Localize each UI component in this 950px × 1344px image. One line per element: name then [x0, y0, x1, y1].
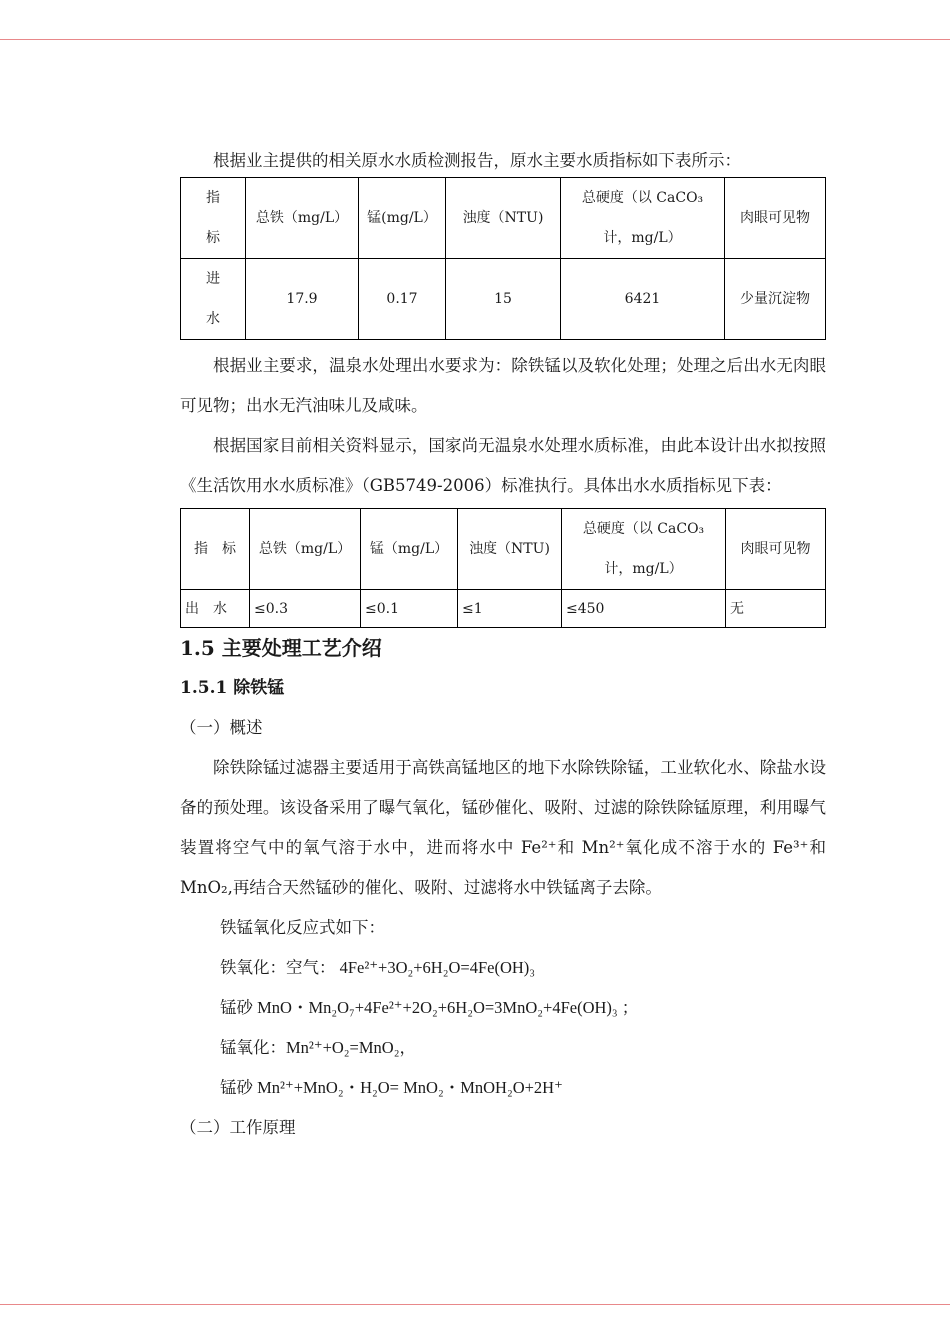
- table1-cell: 6421: [561, 259, 725, 340]
- overview-label: （一）概述: [180, 718, 263, 737]
- table1-col-visible: 肉眼可见物: [725, 178, 826, 259]
- table1-index-header: 指 标: [181, 178, 246, 259]
- table1-cell: 15: [446, 259, 561, 340]
- raw-water-table: [180, 177, 826, 340]
- principle-label: （二）工作原理: [180, 1118, 296, 1137]
- effluent-table: [180, 508, 826, 628]
- table2-col-hardness: 总硬度（以 CaCO₃ 计，mg/L）: [562, 509, 726, 590]
- table2-cell: ≤0.3: [250, 590, 361, 628]
- intro-paragraph: 根据业主提供的相关原水水质检测报告，原水主要水质指标如下表所示：: [213, 151, 741, 170]
- table2-cell: ≤0.1: [361, 590, 458, 628]
- table1-col-turbidity: 浊度（NTU): [446, 178, 561, 259]
- table1-col-iron: 总铁（mg/L）: [246, 178, 359, 259]
- table2-col-mn: 锰（mg/L）: [361, 509, 458, 590]
- table2-col-turbidity: 浊度（NTU): [458, 509, 562, 590]
- overview-paragraph: 除铁除锰过滤器主要适用于高铁高锰地区的地下水除铁除锰，工业软化水、除盐水设备的预处理。该设备采用了曝气氧化，锰砂催化、吸附、过滤的除铁除锰原理，利用曝气装置将空气中的氧气溶于水中，进而将水中 Fe²⁺和 Mn²⁺氧化成不溶于水的 Fe³⁺和 MnO₂,再结合天然锰砂的催化、吸附、过滤将水中铁锰离子去除。: [180, 758, 826, 897]
- equation-iron-oxidation: 铁氧化：空气： 4Fe²⁺+3O₂+6H₂O=4Fe(OH)₃: [220, 958, 536, 977]
- reaction-intro: 铁锰氧化反应式如下：: [220, 918, 385, 937]
- footer-rule: [0, 1304, 950, 1305]
- table1-cell: 17.9: [246, 259, 359, 340]
- table2-row-label: 出 水: [181, 590, 250, 628]
- equation-mn-sand-iron: 锰砂 MnO・Mn₂O₇+4Fe²⁺+2O₂+6H₂O=3MnO₂+4Fe(OH)₃ ；: [220, 998, 639, 1017]
- table2-col-visible: 肉眼可见物: [726, 509, 826, 590]
- document-body: [180, 145, 826, 1148]
- requirement-paragraph: 根据业主要求，温泉水处理出水要求为：除铁锰以及软化处理；处理之后出水无肉眼可见物；出水无汽油味儿及咸味。: [180, 356, 826, 415]
- section-heading-1-5: 1.5 主要处理工艺介绍: [180, 636, 382, 660]
- table2-cell: ≤1: [458, 590, 562, 628]
- table2-col-iron: 总铁（mg/L）: [250, 509, 361, 590]
- table1-cell: 0.17: [359, 259, 446, 340]
- table2-index-header: 指 标: [181, 509, 250, 590]
- table2-cell: 无: [726, 590, 826, 628]
- table1-col-mn: 锰(mg/L）: [359, 178, 446, 259]
- header-rule: [0, 39, 950, 40]
- standard-paragraph: 根据国家目前相关资料显示，国家尚无温泉水处理水质标准，由此本设计出水拟按照《生活饮用水水质标准》（GB5749-2006）标准执行。具体出水水质指标见下表：: [180, 436, 826, 495]
- section-heading-1-5-1: 1.5.1 除铁锰: [180, 678, 285, 698]
- equation-mn-oxidation: 锰氧化：Mn²⁺+O₂=MnO₂，: [220, 1038, 416, 1057]
- table1-cell: 少量沉淀物: [725, 259, 826, 340]
- table2-cell: ≤450: [562, 590, 726, 628]
- table1-col-hardness: 总硬度（以 CaCO₃ 计，mg/L）: [561, 178, 725, 259]
- equation-mn-sand-mn: 锰砂 Mn²⁺+MnO₂・H₂O= MnO₂・MnOH₂O+2H⁺: [220, 1078, 563, 1097]
- table1-row-label: 进 水: [181, 259, 246, 340]
